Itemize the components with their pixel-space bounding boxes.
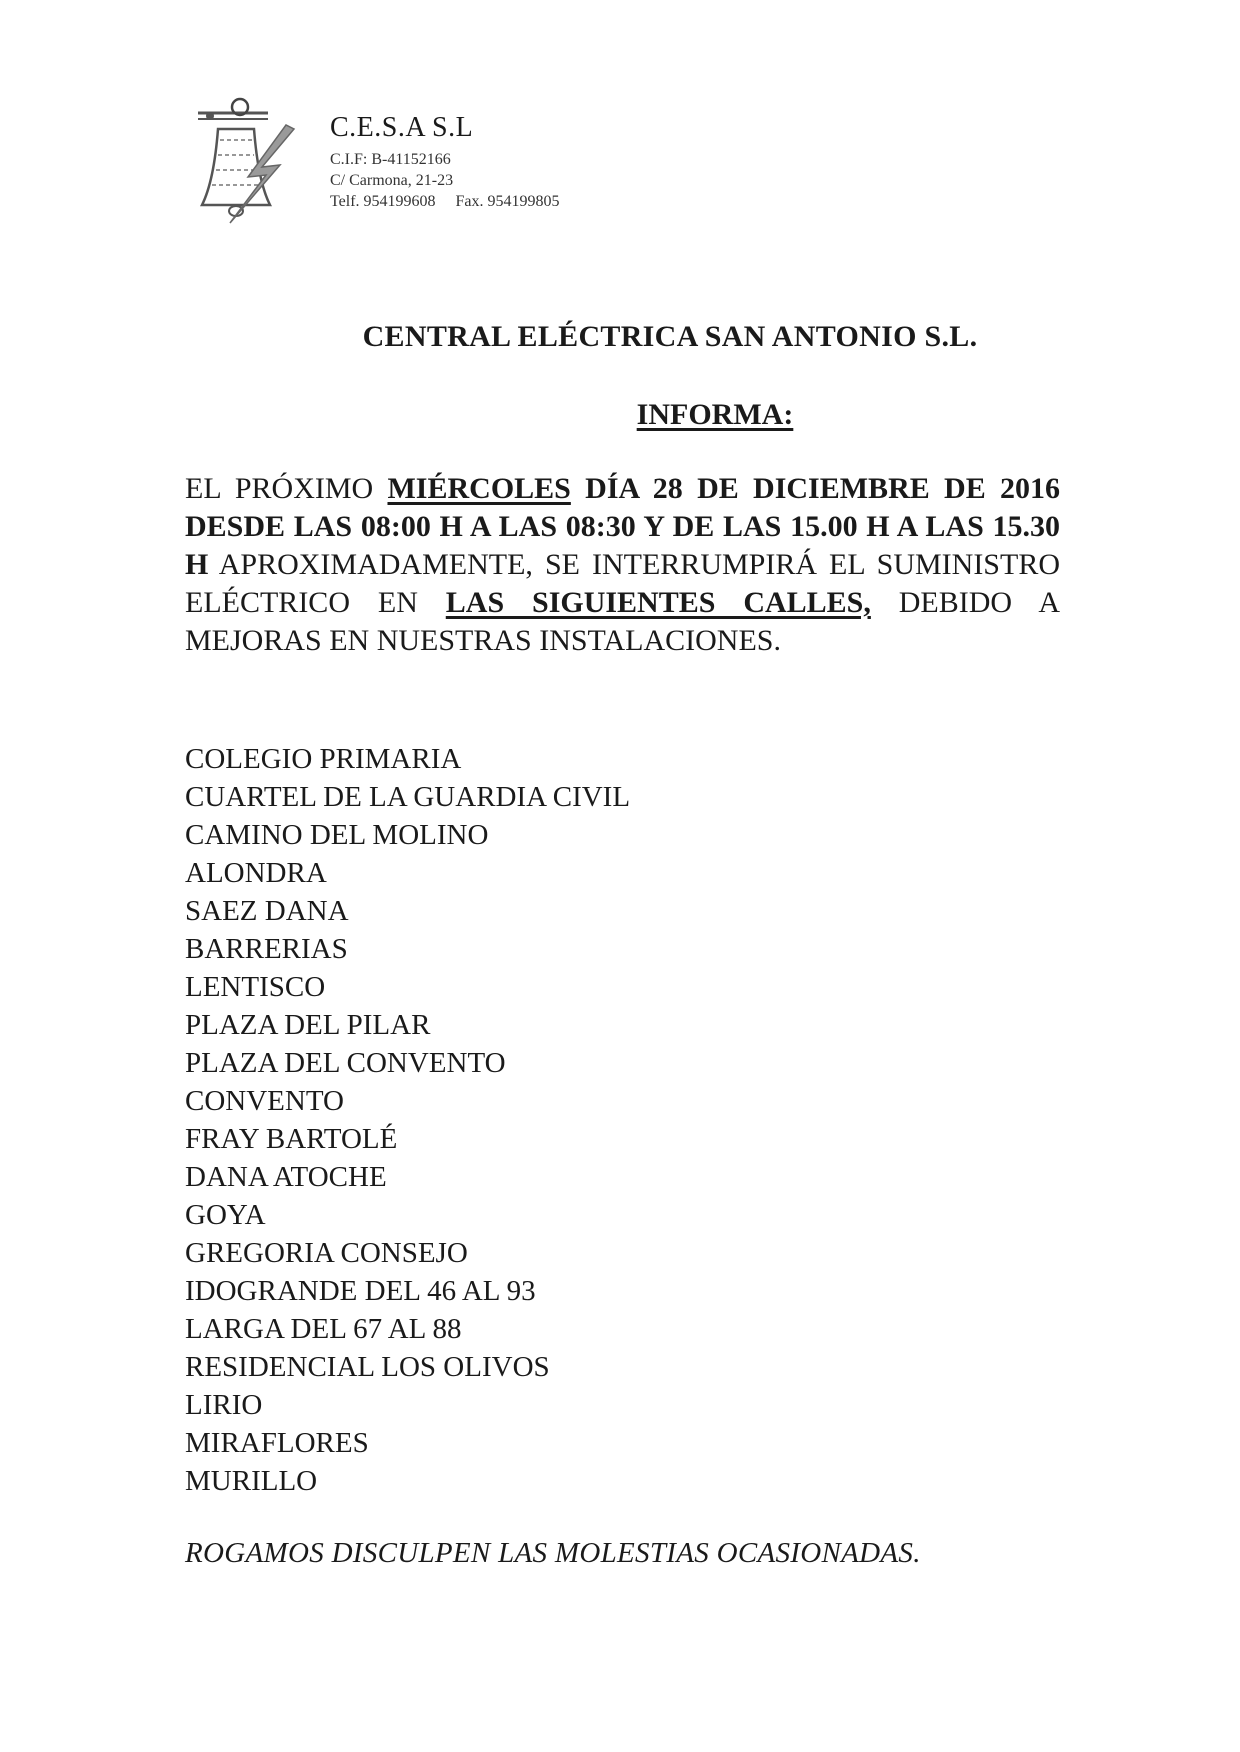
notice-paragraph bbox=[185, 470, 1060, 660]
list-item: DANA ATOCHE bbox=[185, 1161, 387, 1193]
street-list bbox=[185, 740, 985, 1500]
list-item: SAEZ DANA bbox=[185, 895, 349, 927]
list-item: CAMINO DEL MOLINO bbox=[185, 819, 489, 851]
company-contact bbox=[330, 191, 690, 212]
list-item: FRAY BARTOLÉ bbox=[185, 1123, 398, 1155]
notice-text-1: EL PRÓXIMO bbox=[185, 472, 388, 505]
company-address: C/ Carmona, 21-23 bbox=[330, 172, 454, 189]
list-item: RESIDENCIAL LOS OLIVOS bbox=[185, 1351, 550, 1383]
list-item: CONVENTO bbox=[185, 1085, 344, 1117]
company-cif: C.I.F: B-41152166 bbox=[330, 151, 451, 168]
list-item: LARGA DEL 67 AL 88 bbox=[185, 1313, 462, 1345]
list-item: ALONDRA bbox=[185, 857, 327, 889]
informa-heading: INFORMA: bbox=[636, 398, 794, 431]
list-item: LENTISCO bbox=[185, 971, 326, 1003]
notice-text-3: DEBIDO A MEJORAS EN NUESTRAS INSTALACIONES. bbox=[185, 586, 1060, 657]
list-item: COLEGIO PRIMARIA bbox=[185, 743, 462, 775]
list-item: PLAZA DEL PILAR bbox=[185, 1009, 431, 1041]
list-item: MURILLO bbox=[185, 1465, 318, 1497]
company-phone: Telf. 954199608 bbox=[330, 193, 436, 210]
list-item: LIRIO bbox=[185, 1389, 263, 1421]
notice-weekday: MIÉRCOLES bbox=[387, 472, 571, 505]
company-info bbox=[330, 113, 690, 212]
company-name: C.E.S.A S.L bbox=[330, 112, 474, 143]
notice-streets-ref: LAS SIGUIENTES CALLES, bbox=[445, 586, 871, 619]
bell-with-lightning-logo bbox=[190, 95, 310, 235]
list-item: IDOGRANDE DEL 46 AL 93 bbox=[185, 1275, 536, 1307]
list-item: BARRERIAS bbox=[185, 933, 348, 965]
list-item: GREGORIA CONSEJO bbox=[185, 1237, 468, 1269]
notice-date-time: DÍA 28 DE DICIEMBRE DE 2016 DESDE LAS 08:00 H A LAS 08:30 Y DE LAS 15.00 H A LAS 15.30 H bbox=[185, 472, 1060, 581]
list-item: MIRAFLORES bbox=[185, 1427, 369, 1459]
list-item: CUARTEL DE LA GUARDIA CIVIL bbox=[185, 781, 631, 813]
notice-text-2: APROXIMADAMENTE, SE INTERRUMPIRÁ EL SUMINISTRO ELÉCTRICO EN bbox=[185, 548, 1060, 619]
company-fax: Fax. 954199805 bbox=[455, 193, 560, 210]
list-item: GOYA bbox=[185, 1199, 266, 1231]
closing-apology: ROGAMOS DISCULPEN LAS MOLESTIAS OCASIONADAS. bbox=[185, 1537, 921, 1569]
list-item: PLAZA DEL CONVENTO bbox=[185, 1047, 506, 1079]
letterhead bbox=[190, 95, 690, 245]
page-title: CENTRAL ELÉCTRICA SAN ANTONIO S.L. bbox=[362, 320, 978, 353]
